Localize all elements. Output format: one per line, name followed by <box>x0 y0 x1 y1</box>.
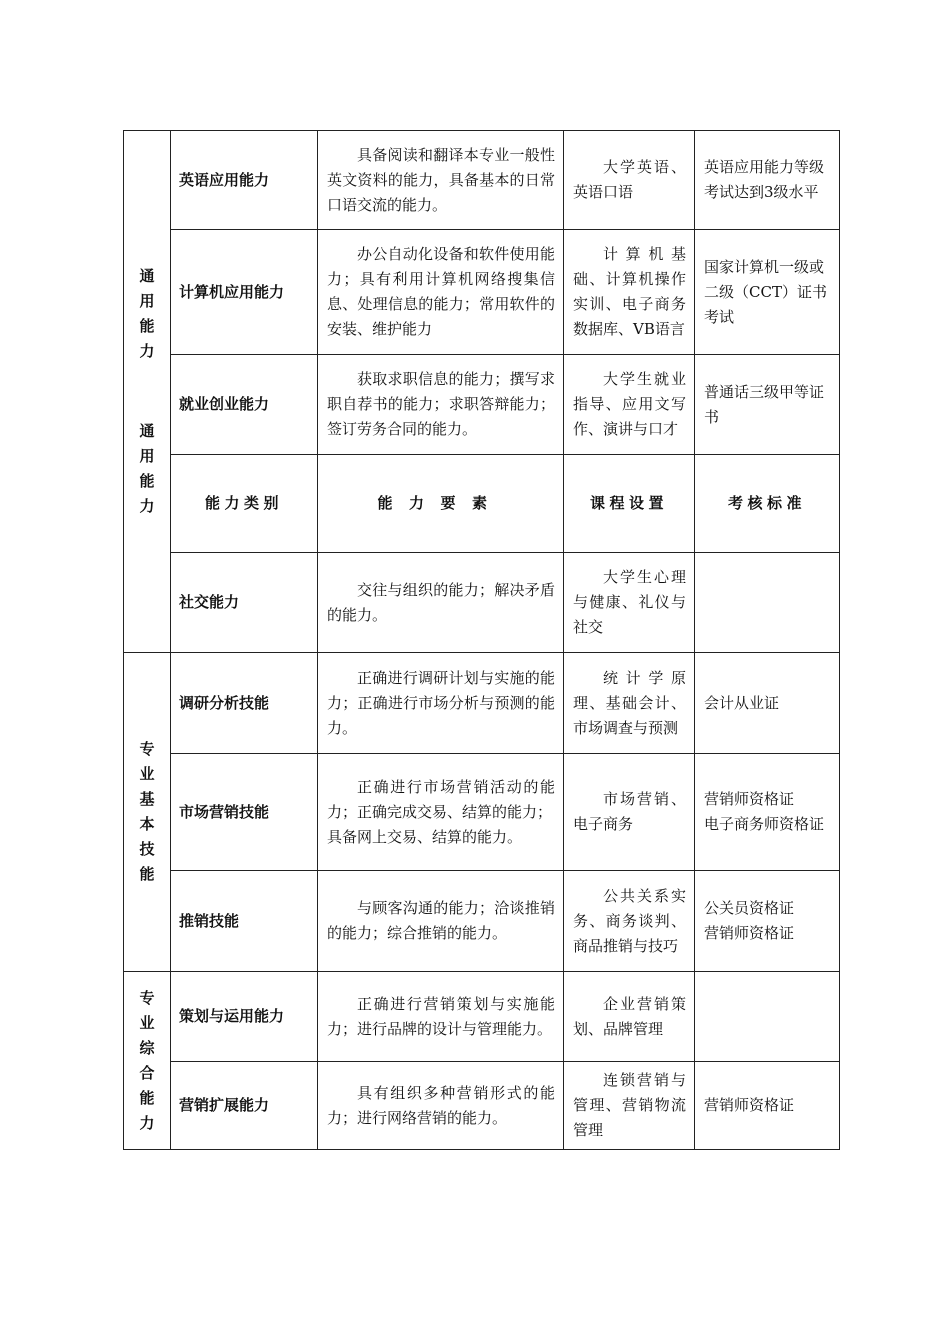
ability-name: 市场营销技能 <box>171 754 318 871</box>
ability-element: 获取求职信息的能力；撰写求职自荐书的能力；求职答辩能力；签订劳务合同的能力。 <box>318 355 564 455</box>
header-standard: 考核标准 <box>695 455 840 553</box>
category-professional-comprehensive <box>124 972 171 1150</box>
header-course: 课程设置 <box>564 455 695 553</box>
assessment-standard: 公关员资格证 营销师资格证 <box>695 871 840 972</box>
header-element: 能力要素 <box>318 455 564 553</box>
ability-name: 调研分析技能 <box>171 653 318 754</box>
ability-element: 正确进行营销策划与实施能力；进行品牌的设计与管理能力。 <box>318 972 564 1062</box>
ability-name: 营销扩展能力 <box>171 1062 318 1150</box>
ability-element: 具有组织多种营销形式的能力；进行网络营销的能力。 <box>318 1062 564 1150</box>
ability-element: 正确进行调研计划与实施的能力；正确进行市场分析与预测的能力。 <box>318 653 564 754</box>
ability-name: 推销技能 <box>171 871 318 972</box>
assessment-standard <box>695 553 840 653</box>
course-setting: 统计学原理、基础会计、市场调查与预测 <box>564 653 695 754</box>
ability-name: 社交能力 <box>171 553 318 653</box>
ability-element: 正确进行市场营销活动的能力；正确完成交易、结算的能力； 具备网上交易、结算的能力。 <box>318 754 564 871</box>
course-setting: 大学生就业指导、应用文写作、演讲与口才 <box>564 355 695 455</box>
table-row <box>124 355 840 455</box>
category-general <box>124 131 171 653</box>
header-category: 能力类别 <box>171 455 318 553</box>
ability-element: 交往与组织的能力；解决矛盾的能力。 <box>318 553 564 653</box>
ability-name: 就业创业能力 <box>171 355 318 455</box>
table-header-row <box>124 455 840 553</box>
ability-name: 英语应用能力 <box>171 131 318 230</box>
course-setting: 市场营销、电子商务 <box>564 754 695 871</box>
table-row <box>124 1062 840 1150</box>
course-setting: 公共关系实务、商务谈判、商品推销与技巧 <box>564 871 695 972</box>
course-setting: 大学英语、英语口语 <box>564 131 695 230</box>
category-label: 专业综合能力 <box>139 988 155 1132</box>
table-row <box>124 553 840 653</box>
category-professional-basic <box>124 653 171 972</box>
ability-element: 与顾客沟通的能力；洽谈推销的能力；综合推销的能力。 <box>318 871 564 972</box>
table-row <box>124 754 840 871</box>
assessment-standard-extra: 电子商务师资格证 <box>704 815 825 833</box>
category-label: 通用能力 <box>139 422 155 515</box>
course-setting: 计算机基础、计算机操作实训、电子商务数据库、VB语言 <box>564 230 695 355</box>
assessment-standard: 营销师资格证 电子商务师资格证 <box>695 754 840 871</box>
course-setting: 企业营销策划、品牌管理 <box>564 972 695 1062</box>
assessment-standard: 营销师资格证 <box>695 1062 840 1150</box>
table-row <box>124 131 840 230</box>
category-label: 通用能力 <box>139 267 155 360</box>
course-setting: 连锁营销与管理、营销物流管理 <box>564 1062 695 1150</box>
ability-name: 策划与运用能力 <box>171 972 318 1062</box>
table-row <box>124 230 840 355</box>
assessment-standard: 国家计算机一级或二级（CCT）证书考试 <box>695 230 840 355</box>
course-setting: 大学生心理与健康、礼仪与社交 <box>564 553 695 653</box>
ability-name: 计算机应用能力 <box>171 230 318 355</box>
ability-element: 具备阅读和翻译本专业一般性英文资料的能力，具备基本的日常口语交流的能力。 <box>318 131 564 230</box>
assessment-standard: 普通话三级甲等证书 <box>695 355 840 455</box>
table-row <box>124 871 840 972</box>
assessment-standard-extra: 营销师资格证 <box>704 924 795 942</box>
ability-element-extra: 具备网上交易、结算的能力。 <box>327 827 523 846</box>
table-row <box>124 653 840 754</box>
ability-table <box>123 130 840 1150</box>
assessment-standard <box>695 972 840 1062</box>
ability-element: 办公自动化设备和软件使用能力；具有利用计算机网络搜集信息、处理信息的能力；常用软件的安装、维护能力 <box>318 230 564 355</box>
table-row <box>124 972 840 1062</box>
assessment-standard: 英语应用能力等级考试达到3级水平 <box>695 131 840 230</box>
category-label: 专业基本技能 <box>139 740 155 883</box>
assessment-standard: 会计从业证 <box>695 653 840 754</box>
